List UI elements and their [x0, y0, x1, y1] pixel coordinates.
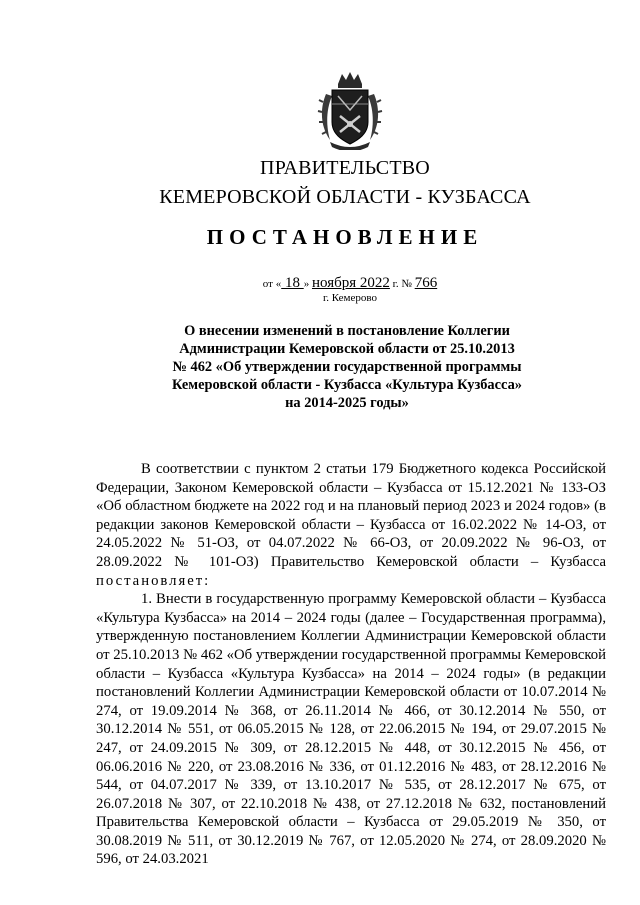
- government-name-line2: КЕМЕРОВСКОЙ ОБЛАСТИ - КУЗБАССА: [159, 186, 531, 208]
- document-body: [96, 460, 606, 869]
- decree-month-year: ноября 2022: [311, 275, 390, 291]
- decree-date-number: [0, 275, 640, 292]
- heading-line: Администрации Кемеровской области от 25.10.2013: [179, 341, 515, 357]
- document-type-title: ПОСТАНОВЛЕНИЕ: [206, 225, 484, 249]
- preamble-paragraph: [96, 460, 606, 590]
- heading-line: № 462 «Об утверждении государственной программы: [172, 359, 522, 375]
- coat-of-arms-icon: [316, 70, 384, 150]
- heading-line: Кемеровской области - Кузбасса «Культура Кузбасса»: [172, 377, 522, 393]
- government-name-line1: ПРАВИТЕЛЬСТВО: [260, 157, 430, 179]
- date-year-suffix: г. №: [389, 278, 415, 290]
- decree-city: г. Кемерово: [322, 292, 378, 304]
- date-quote-close: »: [303, 278, 312, 290]
- clause-1-paragraph: 1. Внести в государственную программу Кемеровской области – Кузбасса «Культура Кузбасса» на 2014 – 2024 годы (далее – Государственная программа), утвержденную постановлением Коллегии Администрации Кемеровской области от 25.10.2013 № 462 «Об утверждении государственной программы Кемеровской области – Кузбасса «Культура Кузбасса» на 2014 – 2024 годы» (в редакции постановлений Коллегии Администрации Кемеровской области от 10.07.2014 № 274, от 19.09.2014 № 368, от 26.11.2014 № 466, от 30.12.2014 № 550, от 30.12.2014 № 551, от 06.05.2015 № 128, от 22.06.2015 № 194, от 29.07.2015 № 247, от 24.09.2015 № 309, от 28.12.2015 № 448, от 30.12.2015 № 456, от 06.06.2016 № 220, от 23.08.2016 № 336, от 01.12.2016 № 483, от 28.12.2016 № 544, от 04.07.2017 № 339, от 13.10.2017 № 535, от 28.12.2017 № 675, от 26.07.2018 № 307, от 22.10.2018 № 438, от 27.12.2018 № 632, постановлений Правительства Кемеровской области – Кузбасса от 29.05.2019 № 350, от 30.08.2019 № 511, от 30.12.2019 № 767, от 12.05.2020 № 274, от 28.09.2020 № 596, от 24.03.2021: [96, 591, 606, 868]
- preamble-text: В соответствии с пунктом 2 статьи 179 Бюджетного кодекса Российской Федерации, Законом Кемеровской области – Кузбасса от 15.12.2021 № 133-ОЗ «Об областном бюджете на 2022 год и на плановый период 2023 и 2024 годов» (в редакции законов Кемеровской области – Кузбасса от 16.02.2022 № 14-ОЗ, от 24.05.2022 № 51-ОЗ, от 04.07.2022 № 66-ОЗ, от 20.09.2022 № 96-ОЗ, от 28.09.2022 № 101-ОЗ) Правительство Кемеровской области – Кузбасса: [96, 461, 606, 570]
- decree-number: 766: [414, 275, 438, 291]
- resolves-word: постановляет:: [96, 572, 211, 589]
- heading-line: О внесении изменений в постановление Коллегии: [184, 323, 510, 339]
- decree-day: 18: [281, 275, 304, 291]
- date-prefix: от «: [262, 278, 282, 290]
- decree-heading: [150, 322, 544, 412]
- heading-line: на 2014-2025 годы»: [285, 395, 409, 411]
